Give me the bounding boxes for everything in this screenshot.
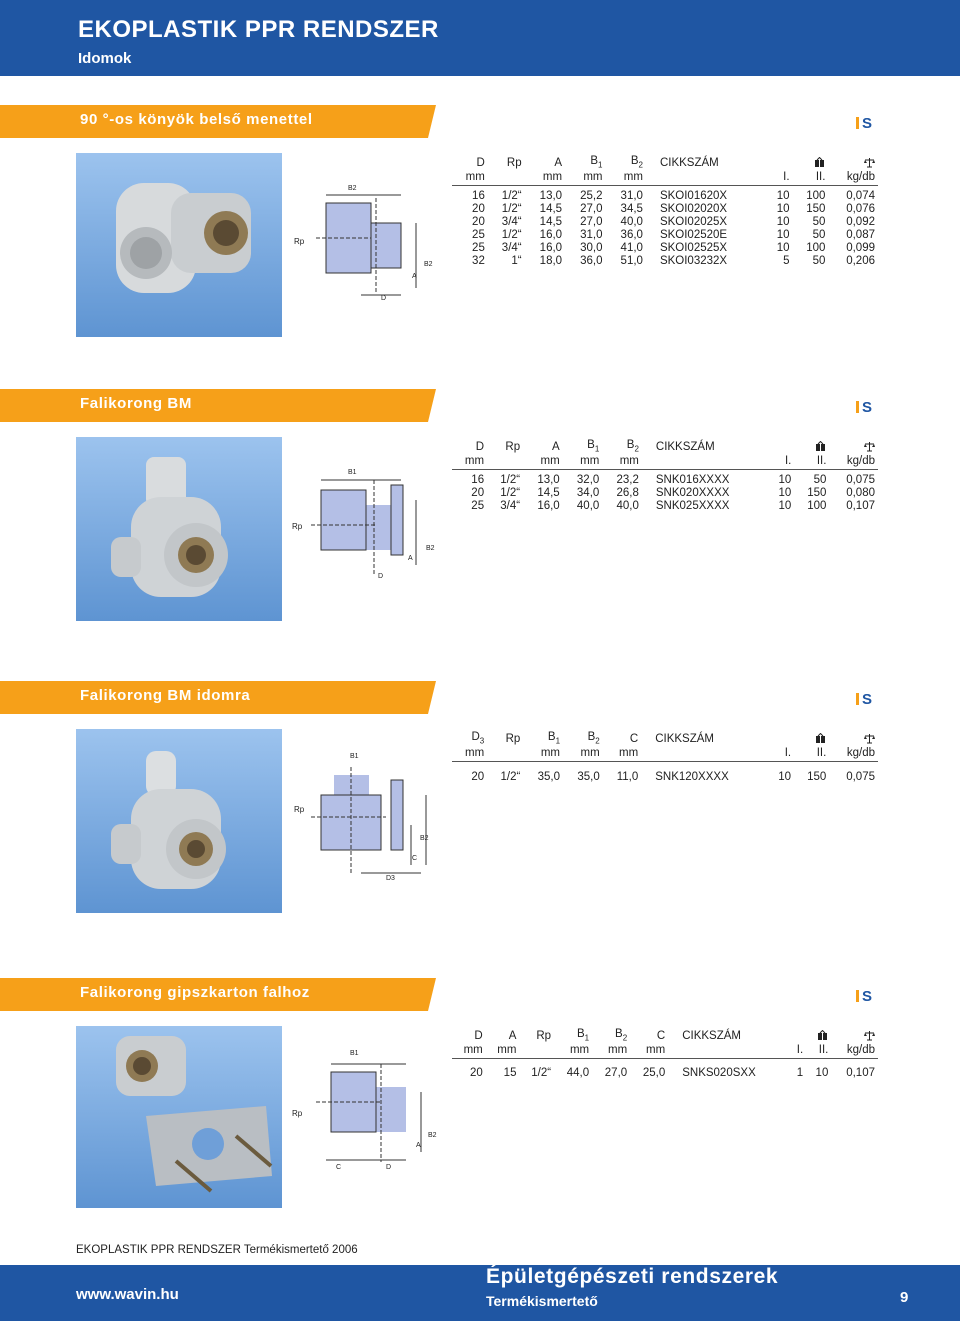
section-title: Falikorong BM [80,395,192,412]
header-subtitle: Idomok [78,50,132,67]
dim-label: A [416,1142,421,1149]
wall-elbow-drawing-icon [286,465,456,595]
spec-table: D A Rp $B_1$ $B_2$ C CIKKSZÁM mm mm mm mm mm I. II. kg/db 20 15 1/2“ 44,0 27,0 25,0 SNKS020SXX 1 10 0,107 [452,1028,878,1080]
package-icon [814,157,825,168]
dim-label: B2 [428,1132,437,1139]
product-photo [76,437,282,621]
wall-elbow-fitting-drawing-icon [286,755,456,885]
section-title: 90 °-os könyök belső menettel [80,111,313,128]
section-banner [0,105,960,138]
dim-label: A [412,273,417,280]
wall-elbow-photo-icon [76,437,282,621]
footer-caption: EKOPLASTIK PPR RENDSZER Termékismertető 2006 [76,1244,358,1256]
technical-drawing [286,183,456,353]
elbow-drawing-icon [286,183,456,303]
weight-icon [864,733,875,744]
weight-icon [864,441,875,452]
dim-label: C [336,1164,342,1171]
section-wall-elbow-fitting [0,681,960,921]
dim-label: B1 [348,469,357,476]
elbow-photo-icon [76,153,282,337]
wall-elbow-fitting-photo-icon [76,729,282,913]
brand-mark: S [856,988,872,1005]
section-title: Falikorong BM idomra [80,687,251,704]
technical-drawing [286,1052,456,1222]
footer-title: Épületgépészeti rendszerek [486,1265,779,1288]
dim-label: D [381,295,387,302]
section-banner [0,681,960,714]
brand-mark: S [856,399,872,416]
page-number: 9 [900,1289,909,1306]
dim-label: B2 [420,835,429,842]
product-photo [76,729,282,913]
dim-label: Rp [292,1109,303,1118]
dim-label: Rp [294,805,305,814]
technical-drawing [286,465,456,635]
section-banner [0,389,960,422]
page-header [0,0,960,76]
section-wall-elbow [0,389,960,629]
product-photo [76,153,282,337]
dim-label: C [412,855,418,862]
header-title: EKOPLASTIK PPR RENDSZER [78,16,439,43]
drywall-elbow-photo-icon [76,1026,282,1208]
spec-table: D Rp A $B_1$ $B_2$ CIKKSZÁM mm mm mm mm I. II. kg/db 16 1/2“ 13,0 32,0 23,2 SNK016XXXX 10 50 0,075 20 1/2“ 14,5 34,0 26,8 SNK020XXXX 10 150 0,080 25 3/4“ 16,0 40,0 40,0 SNK025XXXX 10 100 0,107 [452,439,878,513]
spec-table: D Rp A $B_1$ $B_2$ CIKKSZÁM mm mm mm mm I. II. kg/db 16 1/2“ 13,0 25,2 31,0 SKOI01620X 10 100 0,074 20 1/2“ 14,5 27,0 34,5 SKOI02020X 10 150 0,076 20 3/4“ 14,5 27,0 40,0 SKOI02025X 10 50 0,092 25 1/2“ 16,0 31,0 36,0 SKOI02520E 10 50 0,087 25 3/4“ 16,0 30,0 41,0 SKOI02525X 10 100 0,099 32 1“ 18,0 36,0 51,0 SKOI03232X 5 50 0,206 [452,155,878,268]
section-elbow [0,105,960,302]
dim-label: B2 [424,261,433,268]
dim-label: A [408,555,413,562]
weight-icon [864,157,875,168]
package-icon [817,1030,828,1041]
package-icon [815,441,826,452]
dim-label: D3 [386,875,395,882]
weight-icon [864,1030,875,1041]
section-banner [0,978,960,1011]
brand-mark: S [856,691,872,708]
dim-label: D [378,573,384,580]
spec-table: $D_3$ Rp $B_1$ $B_2$ C CIKKSZÁM mm mm mm mm I. II. kg/db 20 1/2“ 35,0 35,0 11,0 SNK120XXXX 10 150 0,075 [452,731,878,784]
dim-label: B1 [350,753,359,760]
drywall-elbow-drawing-icon [286,1052,456,1182]
dim-label: B1 [350,1050,359,1057]
dim-label: B2 [426,545,435,552]
website-link[interactable]: www.wavin.hu [76,1286,179,1303]
section-drywall-elbow [0,978,960,1208]
dim-label: Rp [292,522,303,531]
section-title: Falikorong gipszkarton falhoz [80,984,310,1001]
page-footer [0,1265,960,1321]
technical-drawing [286,755,456,925]
dim-label: D [386,1164,392,1171]
dim-label: Rp [294,237,305,246]
footer-subtitle: Termékismertető [486,1293,598,1309]
dim-label: B2 [348,185,357,192]
brand-mark: S [856,115,872,132]
package-icon [815,733,826,744]
product-photo [76,1026,282,1208]
